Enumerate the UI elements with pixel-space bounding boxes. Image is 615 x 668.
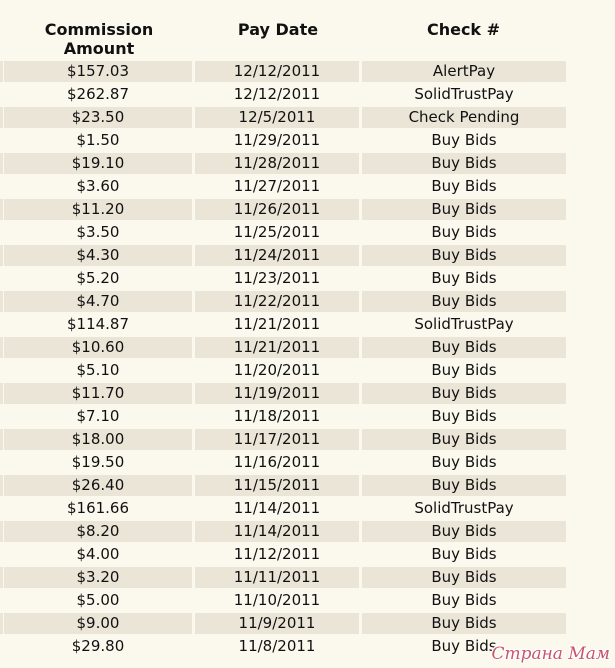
check-cell: Buy Bids [362, 475, 566, 496]
table-row [0, 452, 615, 475]
pay-date-cell: 11/29/2011 [233, 131, 321, 149]
check-cell: AlertPay [362, 61, 566, 82]
pay-date-cell: 11/14/2011 [233, 499, 321, 517]
pay-date-cell: 11/14/2011 [195, 521, 359, 542]
row-lead-cell [0, 199, 3, 220]
pay-date-cell: 11/15/2011 [195, 475, 359, 496]
row-lead-cell [0, 406, 3, 427]
row-lead-cell [0, 613, 3, 634]
amount-cell: $19.10 [4, 153, 192, 174]
site-watermark: Страна Мам [491, 644, 610, 664]
header-commission-line1: Commission [44, 20, 154, 39]
header-commission-amount [15, 20, 183, 58]
check-cell: Buy Bids [431, 407, 497, 425]
amount-cell: $29.80 [71, 637, 125, 655]
pay-date-cell: 11/11/2011 [195, 567, 359, 588]
check-cell: Buy Bids [431, 131, 497, 149]
row-lead-cell [0, 314, 3, 335]
table-row [0, 544, 615, 567]
check-cell: Buy Bids [362, 429, 566, 450]
amount-cell: $4.00 [76, 545, 120, 563]
check-cell: SolidTrustPay [414, 315, 514, 333]
pay-date-cell: 11/10/2011 [233, 591, 321, 609]
pay-date-cell: 11/21/2011 [233, 315, 321, 333]
amount-cell: $7.10 [76, 407, 120, 425]
check-cell: Buy Bids [362, 383, 566, 404]
amount-cell: $1.50 [76, 131, 120, 149]
table-row [0, 406, 615, 429]
row-lead-cell [0, 107, 3, 128]
amount-cell: $11.70 [4, 383, 192, 404]
row-lead-cell [0, 291, 3, 312]
table-row [0, 268, 615, 291]
header-pay-date: Pay Date [237, 20, 319, 39]
pay-date-cell: 11/27/2011 [233, 177, 321, 195]
check-cell: Buy Bids [362, 521, 566, 542]
row-lead-cell [0, 429, 3, 450]
pay-date-cell: 11/18/2011 [233, 407, 321, 425]
table-row [0, 107, 615, 130]
table-header [0, 0, 615, 61]
check-cell: Buy Bids [431, 223, 497, 241]
row-lead-cell [0, 153, 3, 174]
amount-cell: $5.10 [76, 361, 120, 379]
row-lead-cell [0, 544, 3, 565]
row-lead-cell [0, 360, 3, 381]
amount-cell: $11.20 [4, 199, 192, 220]
amount-cell: $9.00 [4, 613, 192, 634]
header-check-number: Check # [426, 20, 501, 39]
table-row [0, 130, 615, 153]
check-cell: Check Pending [362, 107, 566, 128]
header-commission-line2: Amount [63, 39, 135, 58]
check-cell: Buy Bids [431, 269, 497, 287]
check-cell: Buy Bids [431, 453, 497, 471]
pay-date-cell: 12/12/2011 [233, 85, 321, 103]
check-cell: Buy Bids [431, 177, 497, 195]
amount-cell: $23.50 [4, 107, 192, 128]
check-cell: SolidTrustPay [414, 499, 514, 517]
amount-cell: $4.70 [4, 291, 192, 312]
pay-date-cell: 11/19/2011 [195, 383, 359, 404]
pay-date-cell: 12/12/2011 [195, 61, 359, 82]
check-cell: Buy Bids [362, 567, 566, 588]
amount-cell: $5.00 [76, 591, 120, 609]
pay-date-cell: 11/9/2011 [195, 613, 359, 634]
amount-cell: $262.87 [66, 85, 130, 103]
pay-date-cell: 11/25/2011 [233, 223, 321, 241]
pay-date-cell: 11/23/2011 [233, 269, 321, 287]
amount-cell: $157.03 [4, 61, 192, 82]
table-row [0, 61, 615, 84]
pay-date-cell: 11/24/2011 [195, 245, 359, 266]
row-lead-cell [0, 452, 3, 473]
pay-date-cell: 12/5/2011 [195, 107, 359, 128]
amount-cell: $4.30 [4, 245, 192, 266]
row-lead-cell [0, 337, 3, 358]
table-row [0, 590, 615, 613]
pay-date-cell: 11/26/2011 [195, 199, 359, 220]
amount-cell: $26.40 [4, 475, 192, 496]
check-cell: Buy Bids [431, 591, 497, 609]
pay-date-cell: 11/16/2011 [233, 453, 321, 471]
row-lead-cell [0, 84, 3, 105]
row-lead-cell [0, 222, 3, 243]
table-row [0, 383, 615, 406]
row-lead-cell [0, 176, 3, 197]
table-row [0, 567, 615, 590]
pay-date-cell: 11/12/2011 [233, 545, 321, 563]
check-cell: Buy Bids [362, 613, 566, 634]
pay-date-cell: 11/17/2011 [195, 429, 359, 450]
row-lead-cell [0, 521, 3, 542]
check-cell: SolidTrustPay [414, 85, 514, 103]
row-lead-cell [0, 130, 3, 151]
table-row [0, 314, 615, 337]
table-row [0, 291, 615, 314]
amount-cell: $3.50 [76, 223, 120, 241]
table-row [0, 153, 615, 176]
table-row [0, 521, 615, 544]
pay-date-cell: 11/22/2011 [195, 291, 359, 312]
row-lead-cell [0, 61, 3, 82]
pay-date-cell: 11/20/2011 [233, 361, 321, 379]
check-cell: Buy Bids [362, 199, 566, 220]
table-row [0, 429, 615, 452]
table-row [0, 360, 615, 383]
table-row [0, 245, 615, 268]
check-cell: Buy Bids [362, 153, 566, 174]
pay-date-cell: 11/28/2011 [195, 153, 359, 174]
row-lead-cell [0, 636, 3, 657]
table-row [0, 176, 615, 199]
check-cell: Buy Bids [431, 637, 497, 655]
pay-date-cell: 11/21/2011 [195, 337, 359, 358]
amount-cell: $19.50 [71, 453, 125, 471]
table-row [0, 222, 615, 245]
row-lead-cell [0, 268, 3, 289]
amount-cell: $10.60 [4, 337, 192, 358]
row-lead-cell [0, 245, 3, 266]
amount-cell: $18.00 [4, 429, 192, 450]
table-body [0, 61, 615, 659]
amount-cell: $114.87 [66, 315, 130, 333]
check-cell: Buy Bids [431, 361, 497, 379]
row-lead-cell [0, 498, 3, 519]
amount-cell: $3.60 [76, 177, 120, 195]
table-row [0, 613, 615, 636]
table-row [0, 337, 615, 360]
amount-cell: $5.20 [76, 269, 120, 287]
table-row [0, 475, 615, 498]
table-row [0, 84, 615, 107]
check-cell: Buy Bids [362, 337, 566, 358]
row-lead-cell [0, 475, 3, 496]
check-cell: Buy Bids [431, 545, 497, 563]
amount-cell: $8.20 [4, 521, 192, 542]
table-row [0, 199, 615, 222]
row-lead-cell [0, 383, 3, 404]
amount-cell: $3.20 [4, 567, 192, 588]
table-row [0, 498, 615, 521]
row-lead-cell [0, 567, 3, 588]
amount-cell: $161.66 [66, 499, 130, 517]
check-cell: Buy Bids [362, 291, 566, 312]
check-cell: Buy Bids [362, 245, 566, 266]
pay-date-cell: 11/8/2011 [238, 637, 316, 655]
row-lead-cell [0, 590, 3, 611]
